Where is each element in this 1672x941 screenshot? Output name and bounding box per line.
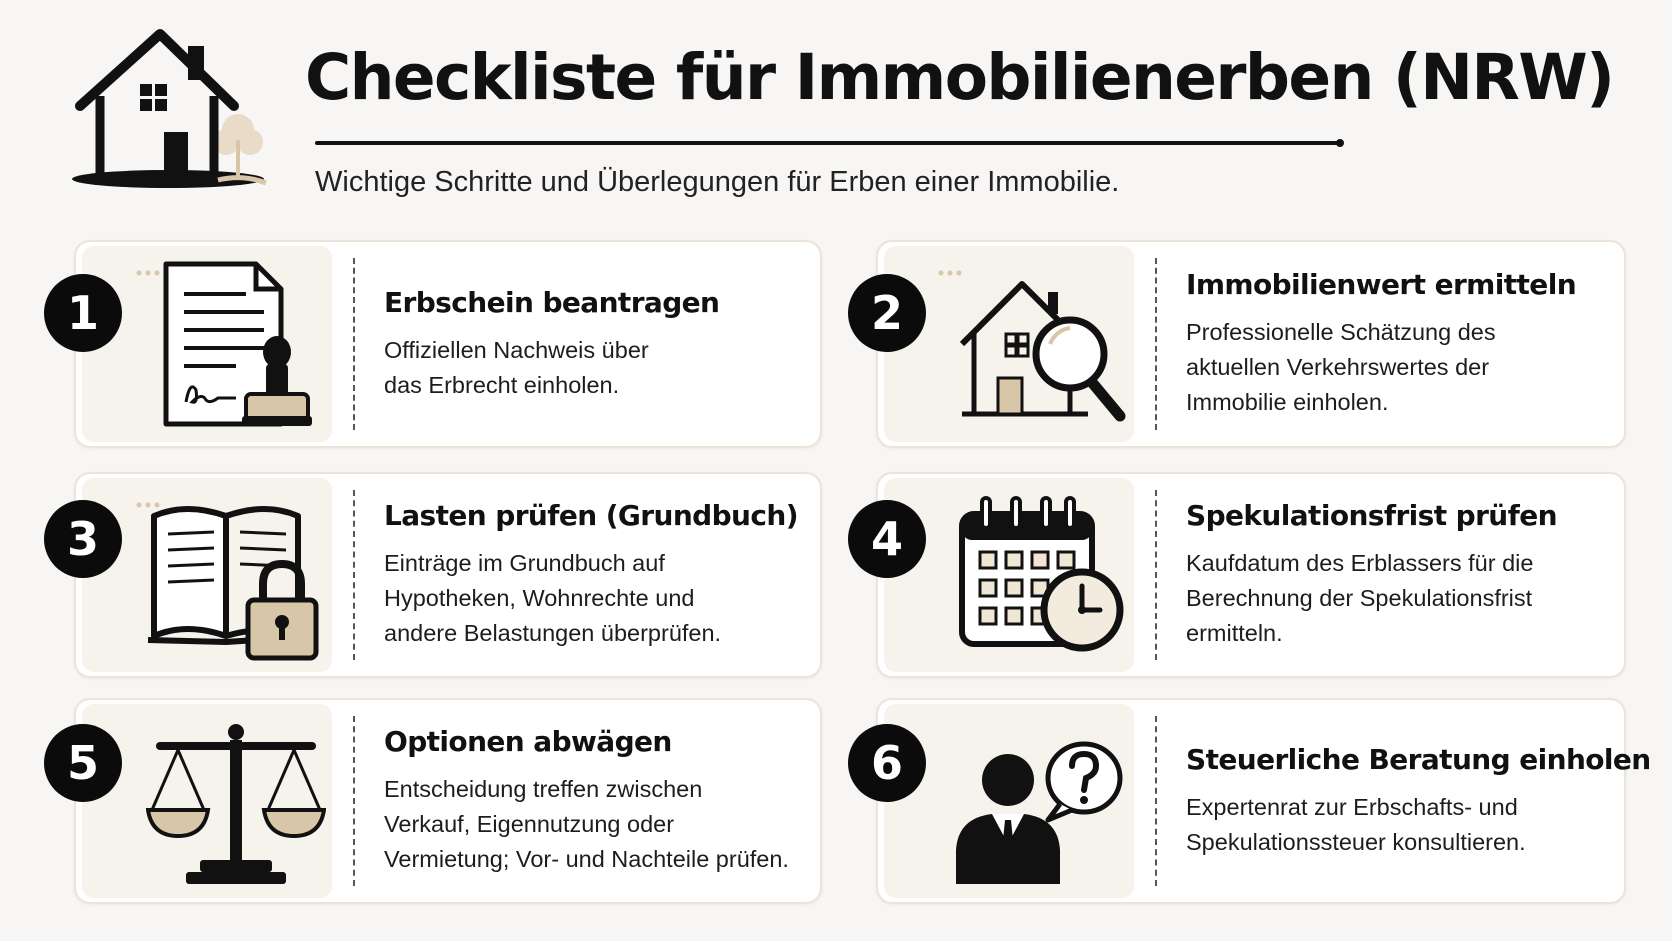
step-title: Immobilienwert ermitteln xyxy=(1186,268,1577,301)
card-divider xyxy=(353,490,355,660)
page-subtitle: Wichtige Schritte und Überlegungen für Erben einer Immobilie. xyxy=(315,166,1120,198)
step-description: Kaufdatum des Erblassers für die Berechnung der Spekulationsfrist ermitteln. xyxy=(1186,550,1534,646)
title-underline xyxy=(315,141,1340,145)
step-number-badge: 6 xyxy=(848,724,926,802)
step-title: Optionen abwägen xyxy=(384,725,672,758)
step-description: Entscheidung treffen zwischen Verkauf, Eigennutzung oder Vermietung; Vor- und Nachteile prüfen. xyxy=(384,776,789,872)
step-card-6 xyxy=(876,698,1651,904)
book-lock-icon xyxy=(146,484,326,666)
step-title: Steuerliche Beratung einholen xyxy=(1186,742,1651,776)
step-description: Offiziellen Nachweis über das Erbrecht einholen. xyxy=(384,336,649,398)
step-title: Erbschein beantragen xyxy=(384,285,720,319)
step-card-1 xyxy=(74,240,822,448)
step-number-badge: 4 xyxy=(848,500,926,578)
step-title: Lasten prüfen (Grundbuch) xyxy=(384,499,798,532)
step-card-2 xyxy=(876,240,1626,448)
step-number-badge: 5 xyxy=(44,724,122,802)
document-stamp-icon xyxy=(146,252,326,436)
title-underline-dot xyxy=(1336,139,1344,147)
step-number-badge: 1 xyxy=(44,274,122,352)
house-with-tree-icon xyxy=(68,28,268,193)
calendar-clock-icon xyxy=(948,484,1128,666)
step-title: Spekulationsfrist prüfen xyxy=(1186,499,1557,532)
step-number-badge: 3 xyxy=(44,500,122,578)
card-divider xyxy=(353,258,355,430)
advisor-question-icon xyxy=(948,710,1128,892)
card-divider xyxy=(1155,490,1157,660)
card-divider xyxy=(1155,716,1157,886)
card-divider xyxy=(1155,258,1157,430)
step-description: Professionelle Schätzung des aktuellen Verkehrswertes der Immobilie einholen. xyxy=(1186,319,1496,415)
step-description: Einträge im Grundbuch auf Hypotheken, Wohnrechte und andere Belastungen überprüfen. xyxy=(384,550,722,646)
page-title: Checkliste für Immobilienerben (NRW) xyxy=(305,41,1614,114)
step-number-badge: 2 xyxy=(848,274,926,352)
step-card-3 xyxy=(74,472,822,678)
step-card-4 xyxy=(876,472,1626,678)
house-magnifier-icon xyxy=(948,252,1128,436)
step-card-5 xyxy=(74,698,822,904)
step-description: Expertenrat zur Erbschafts- und Spekulationssteuer konsultieren. xyxy=(1186,793,1526,855)
card-divider xyxy=(353,716,355,886)
scales-icon xyxy=(146,710,326,892)
